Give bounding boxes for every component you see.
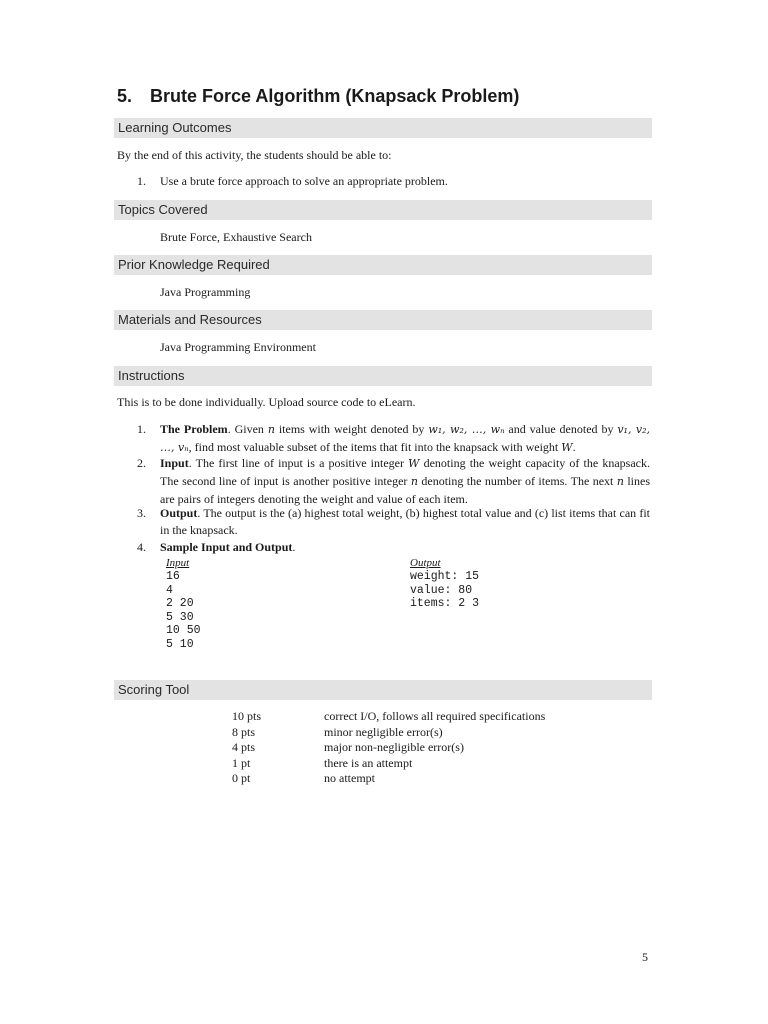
input-text-3: denoting the number of items. The next bbox=[417, 473, 617, 488]
problem-label: The Problem bbox=[160, 422, 228, 436]
input-text-1: . The first line of input is a positive integer bbox=[188, 456, 409, 470]
sample-label: Sample Input and Output bbox=[160, 540, 293, 554]
instruction-number-1: 1. bbox=[137, 422, 146, 436]
score-description: no attempt bbox=[324, 771, 375, 785]
instruction-number-3: 3. bbox=[137, 506, 146, 520]
score-description: there is an attempt bbox=[324, 755, 413, 770]
instruction-number-2: 2. bbox=[137, 456, 146, 470]
problem-text-5: . bbox=[572, 439, 576, 454]
outcome-text: Use a brute force approach to solve an appropriate problem. bbox=[160, 174, 448, 188]
var-n: n bbox=[267, 423, 275, 436]
input-var-W: W bbox=[408, 457, 420, 470]
output-text: . The output is the (a) highest total weight, (b) highest total value and (c) list items that can fit in the knapsack. bbox=[160, 506, 650, 537]
output-label: Output bbox=[160, 506, 198, 520]
sample-text: . bbox=[292, 540, 296, 554]
weight-list: w₁, w₂, …, wₙ bbox=[428, 423, 505, 436]
instruction-sample bbox=[160, 539, 650, 556]
score-points: 4 pts bbox=[232, 740, 256, 754]
value-list: v₁, v₂, …, vₙ bbox=[160, 423, 650, 454]
scoring-heading: Scoring Tool bbox=[114, 680, 652, 700]
prior-knowledge-text: Java Programming bbox=[160, 285, 251, 299]
problem-text-3: and value denoted by bbox=[504, 422, 618, 436]
input-text-2: denoting the weight capacity of the knapsack. The second line of input is another positive integer bbox=[160, 456, 651, 488]
learning-outcomes-heading: Learning Outcomes bbox=[114, 118, 652, 138]
score-points: 0 pt bbox=[232, 771, 251, 785]
topics-text: Brute Force, Exhaustive Search bbox=[160, 230, 312, 244]
instruction-problem bbox=[160, 421, 650, 457]
sample-output-label: Output bbox=[410, 557, 441, 569]
sample-input-block: 16 4 2 20 5 30 10 50 5 10 bbox=[166, 570, 201, 651]
input-var-n2: n bbox=[616, 474, 624, 488]
prior-knowledge-heading: Prior Knowledge Required bbox=[114, 255, 652, 275]
score-description: minor negligible error(s) bbox=[324, 724, 443, 739]
learning-outcomes-intro: By the end of this activity, the students should be able to: bbox=[117, 148, 392, 162]
problem-text-1: . Given bbox=[227, 422, 268, 436]
section-title-text: Brute Force Algorithm (Knapsack Problem) bbox=[150, 86, 520, 106]
sample-output-block: weight: 15 value: 80 items: 2 3 bbox=[410, 570, 480, 611]
instructions-intro: This is to be done individually. Upload source code to eLearn. bbox=[117, 395, 416, 409]
problem-text-4: , find most valuable subset of the items that fit into the knapsack with weight bbox=[188, 439, 562, 454]
materials-heading: Materials and Resources bbox=[114, 310, 652, 330]
var-W: W bbox=[561, 440, 573, 454]
instruction-output bbox=[160, 505, 650, 539]
topics-heading: Topics Covered bbox=[114, 200, 652, 220]
page-number: 5 bbox=[642, 950, 648, 964]
instruction-number-4: 4. bbox=[137, 540, 146, 554]
section-title bbox=[117, 86, 519, 107]
score-points: 1 pt bbox=[232, 755, 251, 770]
materials-text: Java Programming Environment bbox=[160, 340, 316, 354]
sample-input-label: Input bbox=[166, 557, 190, 569]
outcome-number: 1. bbox=[137, 174, 146, 188]
instructions-heading: Instructions bbox=[114, 366, 652, 386]
score-points: 10 pts bbox=[232, 709, 262, 723]
score-description: major non-negligible error(s) bbox=[324, 740, 464, 754]
score-description: correct I/O, follows all required specifications bbox=[324, 709, 546, 723]
input-var-n: n bbox=[410, 474, 418, 488]
input-text-4: lines are pairs of integers denoting the weight and value of each item. bbox=[160, 473, 651, 506]
instruction-input bbox=[160, 455, 650, 507]
input-label: Input bbox=[160, 456, 189, 470]
problem-text-2: items with weight denoted by bbox=[274, 422, 429, 436]
section-number: 5. bbox=[117, 86, 133, 106]
score-points: 8 pts bbox=[232, 724, 256, 739]
